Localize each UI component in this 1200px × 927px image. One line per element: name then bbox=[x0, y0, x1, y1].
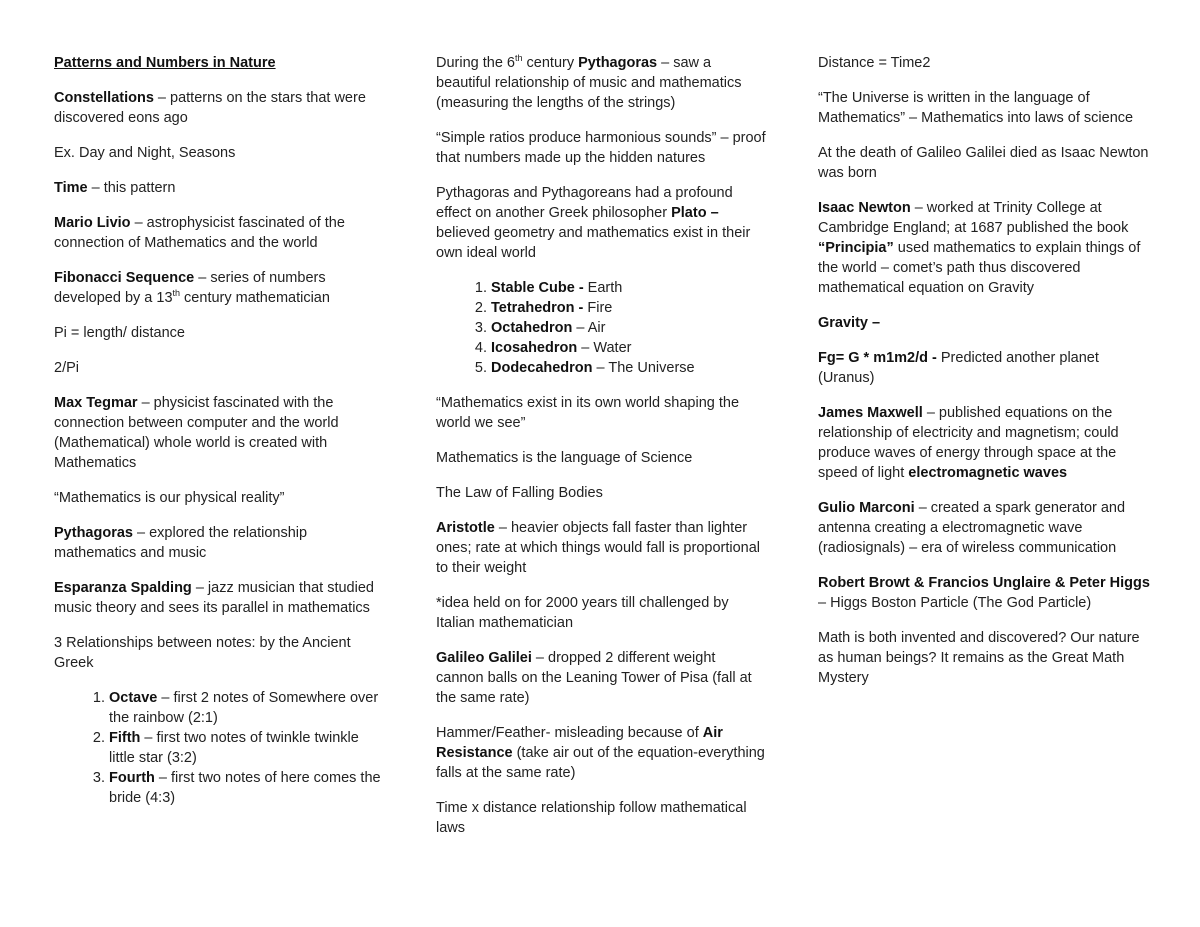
quote-line: “Mathematics is our physical reality” bbox=[54, 490, 285, 506]
list-item: 3. Fourth – first two notes of here comes the bride (4:3) bbox=[109, 768, 384, 808]
distance-line: Distance = Time2 bbox=[818, 55, 931, 71]
list-item: 4. Icosahedron – Water bbox=[491, 338, 766, 358]
galileo-death-line: At the death of Galileo Galilei died as Isaac Newton was born bbox=[818, 145, 1149, 181]
mathematics-quote: “Mathematics exist in its own world shaping the world we see” bbox=[436, 395, 740, 431]
pythagoras-century-entry: During the 6th century Pythagoras – saw a beautiful relationship of music and mathematics (measuring the lengths of the strings) bbox=[436, 53, 742, 111]
maxwell-entry: James Maxwell – published equations on the relationship of electricity and magnetism; could produce waves of energy through space at the speed of light electromagnetic waves bbox=[818, 405, 1119, 481]
column-2 bbox=[436, 53, 766, 853]
document-title: Patterns and Numbers in Nature bbox=[54, 55, 276, 71]
higgs-entry: Robert Browt & Francios Unglaire & Peter Higgs – Higgs Boston Particle (The God Particle) bbox=[818, 575, 1150, 611]
column-1 bbox=[54, 53, 384, 823]
list-item: 1. Octave – first 2 notes of Somewhere over the rainbow (2:1) bbox=[109, 688, 384, 728]
spalding-entry: Esparanza Spalding – jazz musician that studied music theory and sees its parallel in mathematics bbox=[54, 580, 374, 616]
tegmar-entry: Max Tegmar – physicist fascinated with the connection between computer and the world (Mathematical) whole world is created with Mathematics bbox=[54, 395, 339, 471]
notes-list bbox=[54, 688, 384, 808]
pythagoras-entry: Pythagoras – explored the relationship mathematics and music bbox=[54, 525, 308, 561]
closing-line: Math is both invented and discovered? Our nature as human beings? It remains as the Great Math Mystery bbox=[818, 630, 1140, 686]
livio-entry: Mario Livio – astrophysicist fascinated of the connection of Mathematics and the world bbox=[54, 215, 345, 251]
list-item: 1. Stable Cube - Earth bbox=[491, 278, 766, 298]
hammer-feather-entry: Hammer/Feather- misleading because of Air Resistance (take air out of the equation-everything falls at the same rate) bbox=[436, 725, 765, 781]
falling-bodies-line: The Law of Falling Bodies bbox=[436, 485, 603, 501]
gravity-heading: Gravity – bbox=[818, 315, 881, 331]
constellations-entry: Constellations – patterns on the stars that were discovered eons ago bbox=[54, 90, 366, 126]
time-entry: Time – this pattern bbox=[54, 180, 176, 196]
list-item: 2. Tetrahedron - Fire bbox=[491, 298, 766, 318]
idea-note: *idea held on for 2000 years till challenged by Italian mathematician bbox=[436, 595, 729, 631]
marconi-entry: Gulio Marconi – created a spark generator and antenna creating a electromagnetic wave (radiosignals) – era of wireless communication bbox=[818, 500, 1126, 556]
ratios-quote: “Simple ratios produce harmonious sounds” – proof that numbers made up the hidden natures bbox=[436, 130, 766, 166]
two-pi-line: 2/Pi bbox=[54, 360, 79, 376]
pi-line: Pi = length/ distance bbox=[54, 325, 185, 341]
list-item: 3. Octahedron – Air bbox=[491, 318, 766, 338]
plato-entry: Pythagoras and Pythagoreans had a profound effect on another Greek philosopher Plato – believed geometry and mathematics exist in their own ideal world bbox=[436, 185, 751, 261]
list-item: 2. Fifth – first two notes of twinkle twinkle little star (3:2) bbox=[109, 728, 384, 768]
example-line: Ex. Day and Night, Seasons bbox=[54, 145, 236, 161]
relationships-line: 3 Relationships between notes: by the Ancient Greek bbox=[54, 635, 351, 671]
time-distance-line: Time x distance relationship follow mathematical laws bbox=[436, 800, 747, 836]
gravity-formula: Fg= G * m1m2/d - Predicted another planet (Uranus) bbox=[818, 350, 1099, 386]
language-line: Mathematics is the language of Science bbox=[436, 450, 693, 466]
fibonacci-entry: Fibonacci Sequence – series of numbers developed by a 13th century mathematician bbox=[54, 270, 330, 306]
newton-entry: Isaac Newton – worked at Trinity College at Cambridge England; at 1687 published the book “Principia” used mathematics to explain things of the world – comet’s path thus discovered mathematical equation on Gravity bbox=[818, 200, 1141, 296]
solids-list bbox=[436, 278, 766, 378]
column-3 bbox=[818, 53, 1150, 703]
universe-quote: “The Universe is written in the language of Mathematics” – Mathematics into laws of science bbox=[818, 90, 1134, 126]
galileo-entry: Galileo Galilei – dropped 2 different weight cannon balls on the Leaning Tower of Pisa (fall at the same rate) bbox=[436, 650, 752, 706]
list-item: 5. Dodecahedron – The Universe bbox=[491, 358, 766, 378]
aristotle-entry: Aristotle – heavier objects fall faster than lighter ones; rate at which things would fall is proportional to their weight bbox=[436, 520, 761, 576]
